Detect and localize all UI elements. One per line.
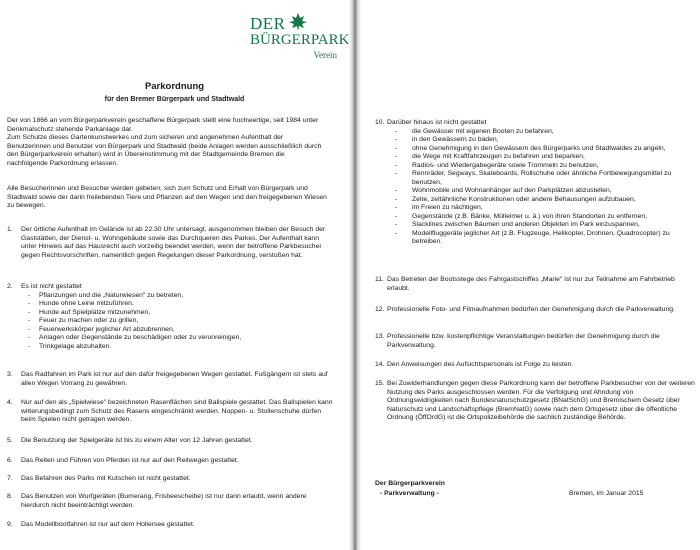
list-item: - Anlagen oder Gegenstände zu beschädigen oder zu verunreinigen,: [21, 334, 335, 343]
rule-text: Darüber hinaus ist nicht gestattet: [387, 119, 487, 126]
rule-text: Das Befahren des Parks mit Kutschen ist nicht gestattet.: [21, 475, 191, 482]
list-item: - Feuer zu machen oder zu grillen,: [21, 317, 335, 326]
buergerpark-logo: [250, 14, 349, 72]
rule-number: 11.: [375, 276, 384, 283]
list-item: - die Wege mit Kraftfahrzeugen zu befahren und beparken,: [387, 153, 695, 162]
intro-text: Der von 1866 an vom Bürgerparkverein geschaffene Bürgerpark stellt eine hochwertige, seit 1984 unter Denkmalschutz stehende Parkanlage dar.: [7, 117, 319, 133]
rule-text: Das Radfahren im Park ist nur auf den dafür freigegebenen Wegen gestattet. Fußgängern ist stets auf allen Wegen Vorrang zu gewähren.: [21, 371, 328, 387]
list-item: - Feuerwerkskörper jeglicher Art abzubrennen,: [21, 326, 335, 335]
list-item: - Wohnmobile und Wohnanhänger auf den Parkplätzen abzustellen,: [387, 187, 695, 196]
list-item: - Modellfluggeräte jeglicher Art (z.B. Flugzeuge, Helikopter, Drohnen, Quadrocopter) zu betreiben.: [387, 230, 695, 247]
rule-text: Nur auf den als „Spielwiese" bezeichneten Rasenflächen sind Ballspiele gestattet. Das Ballspielen kann witterungsbedingt zum Schutz des Rasens eingeschränkt werden. Noppen- u. Stollenschuhe dürfen beim Spielen nicht getragen werden.: [21, 399, 333, 423]
rule-number: 2.: [7, 283, 13, 290]
list-item: - im Freien zu nächtigen,: [387, 204, 695, 213]
rule-text: Das Betreten der Bootsstege des Fahrgastschiffes „Marie" ist nur zur Teilnahme am Fahrbetrieb erlaubt.: [387, 276, 675, 292]
rule-text: Die Benutzung der Spielgeräte ist bis zu einem Alter von 12 Jahren gestattet.: [21, 437, 253, 444]
rule-number: 8.: [7, 493, 13, 500]
list-item: - Gegenstände (z.B. Bänke, Mülleimer u. ä.) von ihren Standorten zu entfernen,: [387, 213, 695, 222]
list-item: - Hunde ohne Leine mitzuführen,: [21, 300, 335, 309]
list-item: - Rennräder, Segways, Skateboards, Rollschuhe oder ähnliche Fortbewegungsmittel zu benutzen,: [387, 170, 695, 187]
list-item: - Hunde auf Spielplätze mitzunehmen,: [21, 309, 335, 318]
page-title: Parkordnung: [144, 81, 205, 92]
rule-number: 10.: [375, 119, 385, 126]
rule-text: Professionelle Foto- und Filmaufnahmen bedürfen der Genehmigung durch die Parkverwaltung.: [387, 306, 675, 313]
logo-buergerpark: BÜRGERPARK: [250, 32, 349, 48]
list-item: - die Gewässer mit eigenen Booten zu befahren,: [387, 128, 695, 137]
rule-text: Das Modellbootfahren ist nur auf dem Hollersee gestattet.: [21, 521, 195, 528]
left-page: [0, 0, 349, 550]
rule-number: 13.: [375, 333, 385, 340]
rule-text: Das Reiten und Führen von Pferden ist nur auf den Reitwegen gestattet.: [21, 457, 239, 464]
rule-number: 4.: [7, 399, 13, 406]
rule-text: Es ist nicht gestattet: [21, 283, 82, 290]
signature-org: Der Bürgerparkverein: [375, 480, 445, 487]
page-subtitle: für den Bremer Bürgerpark und Stadtwald: [104, 96, 245, 103]
rule-number: 14.: [375, 361, 385, 368]
list-item: - in den Gewässern zu baden,: [387, 136, 695, 145]
rule-text: Professionelle bzw. kostenpflichtige Veranstaltungen bedürfen der Genehmigung durch die Parkverwaltung.: [387, 333, 660, 349]
list-item: - Pflanzungen und die „Naturwiesen" zu betreten,: [21, 292, 335, 301]
list-item: - ohne Genehmigung in den Gewässern des Bürgerparks und Stadtwaldes zu angeln,: [387, 145, 695, 154]
rule-number: 9.: [7, 521, 13, 528]
rule-text: Der örtliche Aufenthalt im Gelände ist ab 22.30 Uhr untersagt, ausgenommen bleiben der Besuch der Gaststätten, der Dienst- u. Wohngebäude sowie das Durchqueren des Parkes. Der Aufenthalt kann unter Hinweis auf das Hausrecht auch vorzeitig beendet werden, wenn der betroffene Parkbesucher gegen Rechtsvorschriften, namentlich gegen Regelungen dieser Parkordnung, verstoßen hat.: [21, 226, 326, 259]
intro-paragraph-2: Alle Besucherinnen und Besucher werden gebeten, sich zum Schutz und Erhalt von Bürgerpark und Stadtwald sowie der darin freilebenden Tiere und Pflanzen auf den Wegen und den freigegebenen Wiesen zu bewegen.: [7, 185, 327, 209]
rule-number: 1.: [7, 226, 13, 233]
leaf-icon: [288, 12, 308, 32]
intro-paragraph-1: [7, 117, 327, 168]
signature-place-date: Bremen, im Januar 2015: [569, 490, 644, 497]
rule-text: Bei Zuwiderhandlungen gegen diese Parkordnung kann der betroffene Parkbesucher von der weiteren Nutzung des Parks ausgeschlossen werden. Für die Verfolgung und Ahndung von Ordnungswidrigkeiten nach Bundesnaturschutzgesetz (BNatSchG) und Bremischem Gesetz über Naturschutz und Landschaftspflege (BremNatG) sowie nach dem Ortsgesetz über die öffentliche Ordnung (ÖffOrdG) ist die Ortspolizeibehörde die sachlich zuständige Behörde.: [387, 380, 695, 421]
list-item: - Slacklines zwischen Bäumen und anderen Objekten im Park einzuspannen,: [387, 221, 695, 230]
rule-number: 15.: [375, 380, 385, 387]
right-page: [361, 0, 700, 550]
logo-der: DER: [250, 14, 286, 33]
rule-text: Das Benutzen von Wurfgeräten (Bumerang, Frisbeescheibe) ist nur dann erlaubt, wenn andere hierdurch nicht beeinträchtigt werden.: [21, 493, 307, 509]
rule-number: 5.: [7, 437, 13, 444]
list-item: - Trinkgelage abzuhalten.: [21, 343, 335, 352]
list-item: - Radios- und Wiedergabegeräte sowie Trommeln zu benutzen,: [387, 162, 695, 171]
signature-dept: - Parkverwaltung -: [380, 490, 439, 497]
rule-number: 7.: [7, 475, 13, 482]
rule-number: 3.: [7, 371, 13, 378]
page-gutter: [349, 0, 361, 550]
rule-number: 12.: [375, 306, 385, 313]
list-item: - Zelte, zeltähnliche Konstruktionen oder andere Behausungen aufzubauen,: [387, 196, 695, 205]
intro-text: Zum Schutze dieses Gartenkunstwerkes und zum sicheren und angenehmen Aufenthalt der Benutzerinnen und Benutzer von Bürgerpark und Stadtwald (beide Anlagen werden ausschließlich durch den Bürgerparkverein erhalten) wird in Übereinstimmung mit der Stadtgemeinde Bremen die nachfolgende Parkordnung erlassen.: [7, 134, 322, 167]
logo-verein: Verein: [313, 50, 337, 60]
rule-number: 6.: [7, 457, 13, 464]
rule-text: Den Anweisungen des Aufsichtspersonals ist Folge zu leisten.: [387, 361, 574, 368]
